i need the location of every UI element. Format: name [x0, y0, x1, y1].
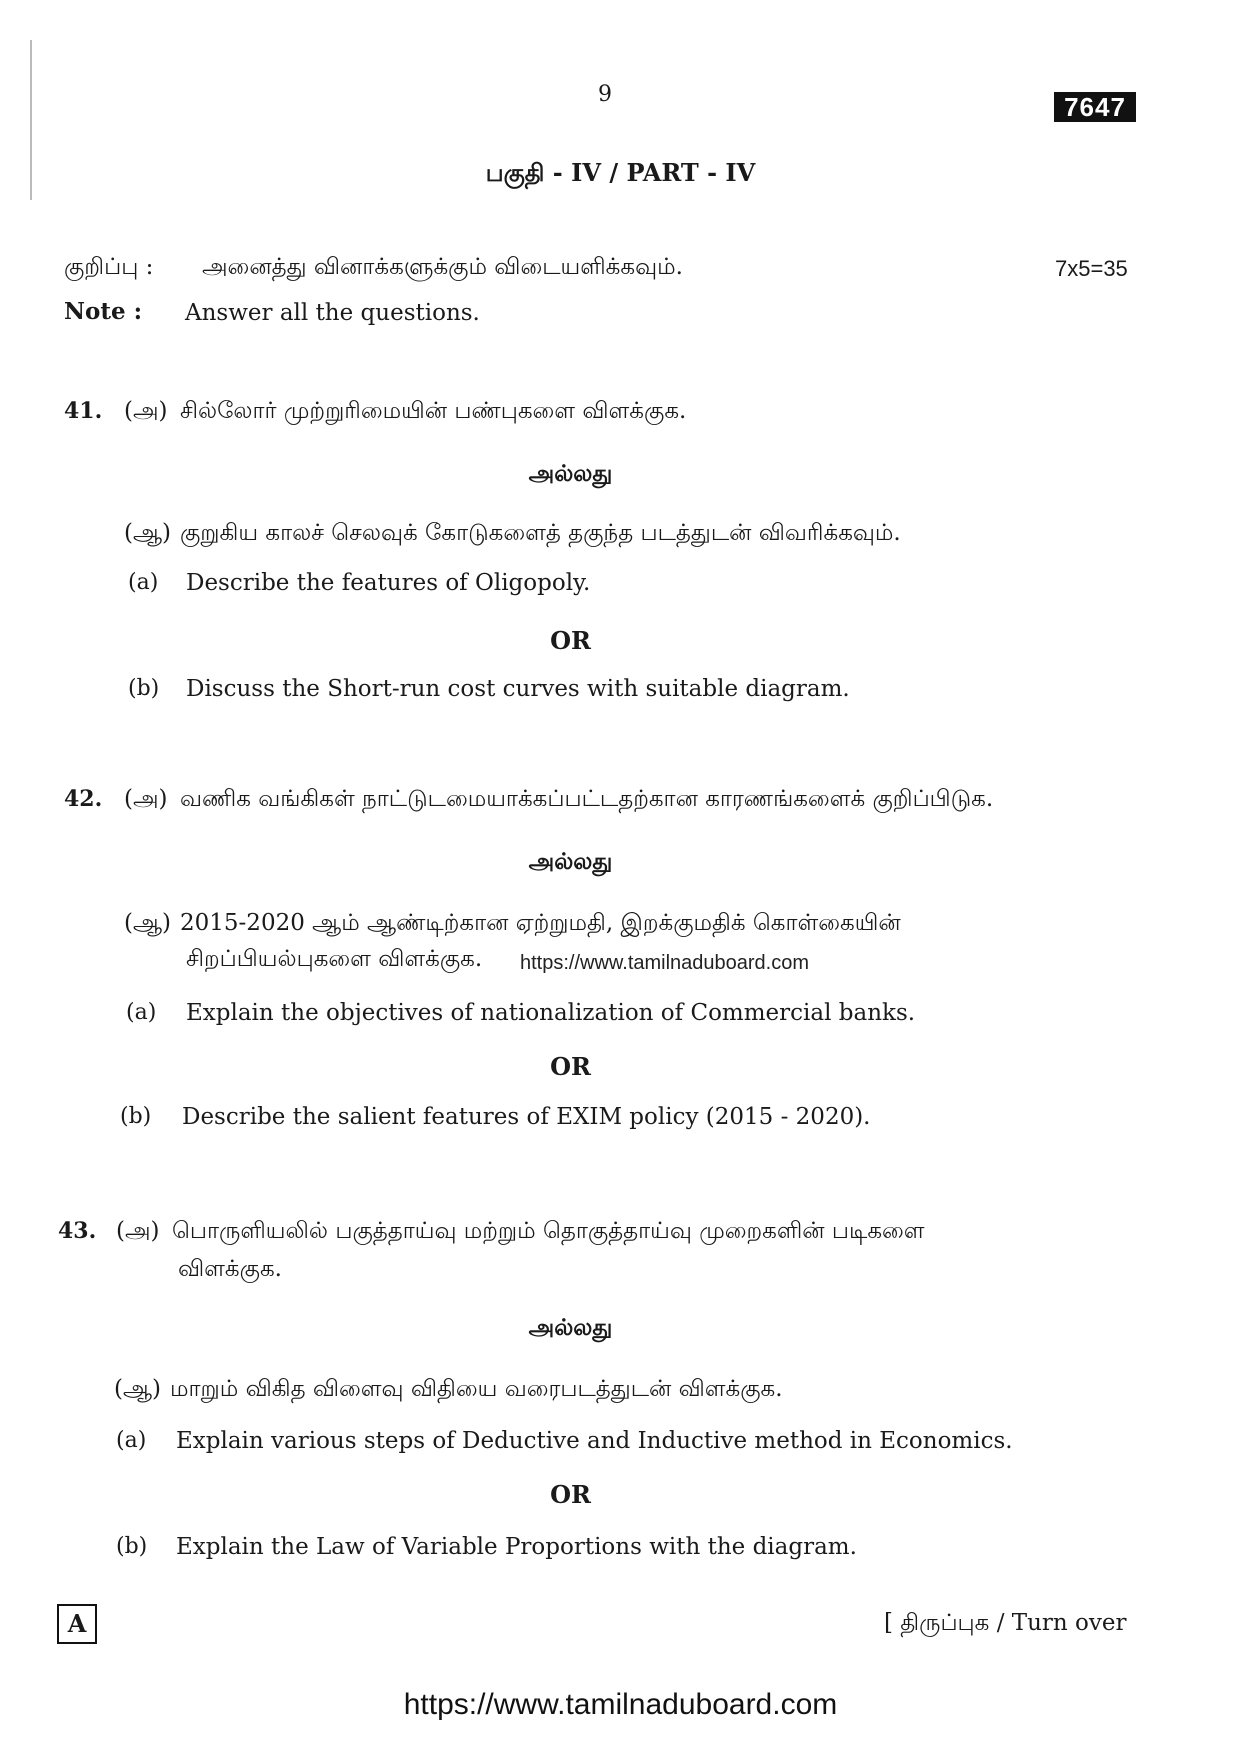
or-english: OR	[550, 1480, 591, 1509]
paper-code-badge: 7647	[1054, 92, 1136, 122]
question-english-b: Explain the Law of Variable Proportions with the diagram.	[176, 1534, 857, 1560]
page-number: 9	[598, 82, 612, 107]
question-english-a: Describe the features of Oligopoly.	[186, 570, 591, 596]
option-label: (ஆ)	[124, 520, 172, 546]
option-label: (a)	[128, 570, 159, 595]
or-tamil: அல்லது	[528, 460, 613, 487]
option-label: (அ)	[124, 398, 168, 424]
question-english-b: Discuss the Short-run cost curves with suitable diagram.	[186, 676, 850, 702]
option-label: (அ)	[116, 1218, 160, 1244]
footer-watermark-url: https://www.tamilnaduboard.com	[403, 1688, 838, 1721]
inline-watermark-url: https://www.tamilnaduboard.com	[520, 952, 810, 974]
note-english-label: Note :	[64, 298, 143, 325]
or-tamil: அல்லது	[528, 1314, 613, 1341]
part-heading: பகுதி - IV / PART - IV	[485, 158, 756, 187]
option-label: (b)	[128, 676, 160, 701]
turn-over-note: [ திருப்புக / Turn over	[884, 1610, 1127, 1636]
marks-allocation: 7x5=35	[1055, 256, 1128, 281]
series-box: A	[57, 1604, 97, 1644]
note-english-text: Answer all the questions.	[185, 300, 480, 326]
option-label: (அ)	[124, 786, 168, 812]
question-english-a: Explain various steps of Deductive and Inductive method in Economics.	[176, 1428, 1013, 1454]
question-number: 42.	[64, 786, 103, 812]
or-english: OR	[550, 1052, 591, 1081]
question-number: 43.	[58, 1218, 97, 1244]
or-english: OR	[550, 626, 591, 655]
question-english-b: Describe the salient features of EXIM policy (2015 - 2020).	[182, 1104, 871, 1130]
option-label: (b)	[120, 1104, 152, 1129]
note-tamil-text: அனைத்து வினாக்களுக்கும் விடையளிக்கவும்.	[202, 254, 683, 280]
question-english-a: Explain the objectives of nationalization of Commercial banks.	[186, 1000, 916, 1026]
or-tamil: அல்லது	[528, 848, 613, 875]
note-tamil-label: குறிப்பு :	[64, 254, 154, 280]
question-tamil-b-line2: சிறப்பியல்புகளை விளக்குக.	[186, 946, 483, 972]
question-tamil-a: வணிக வங்கிகள் நாட்டுடமையாக்கப்பட்டதற்கான காரணங்களைக் குறிப்பிடுக.	[180, 786, 994, 812]
option-label: (a)	[116, 1428, 147, 1453]
option-label: (ஆ)	[124, 910, 172, 936]
option-label: (b)	[116, 1534, 148, 1559]
question-number: 41.	[64, 398, 103, 424]
question-tamil-b: 2015-2020 ஆம் ஆண்டிற்கான ஏற்றுமதி, இறக்குமதிக் கொள்கையின்	[180, 910, 901, 936]
question-tamil-b: மாறும் விகித விளைவு விதியை வரைபடத்துடன் விளக்குக.	[170, 1376, 783, 1402]
question-tamil-a: சில்லோர் முற்றுரிமையின் பண்புகளை விளக்குக.	[180, 398, 687, 424]
question-tamil-a-line2: விளக்குக.	[178, 1256, 282, 1282]
option-label: (ஆ)	[114, 1376, 162, 1402]
question-tamil-a: பொருளியலில் பகுத்தாய்வு மற்றும் தொகுத்தாய்வு முறைகளின் படிகளை	[172, 1218, 925, 1244]
option-label: (a)	[126, 1000, 157, 1025]
question-tamil-b: குறுகிய காலச் செலவுக் கோடுகளைத் தகுந்த படத்துடன் விவரிக்கவும்.	[180, 520, 901, 546]
